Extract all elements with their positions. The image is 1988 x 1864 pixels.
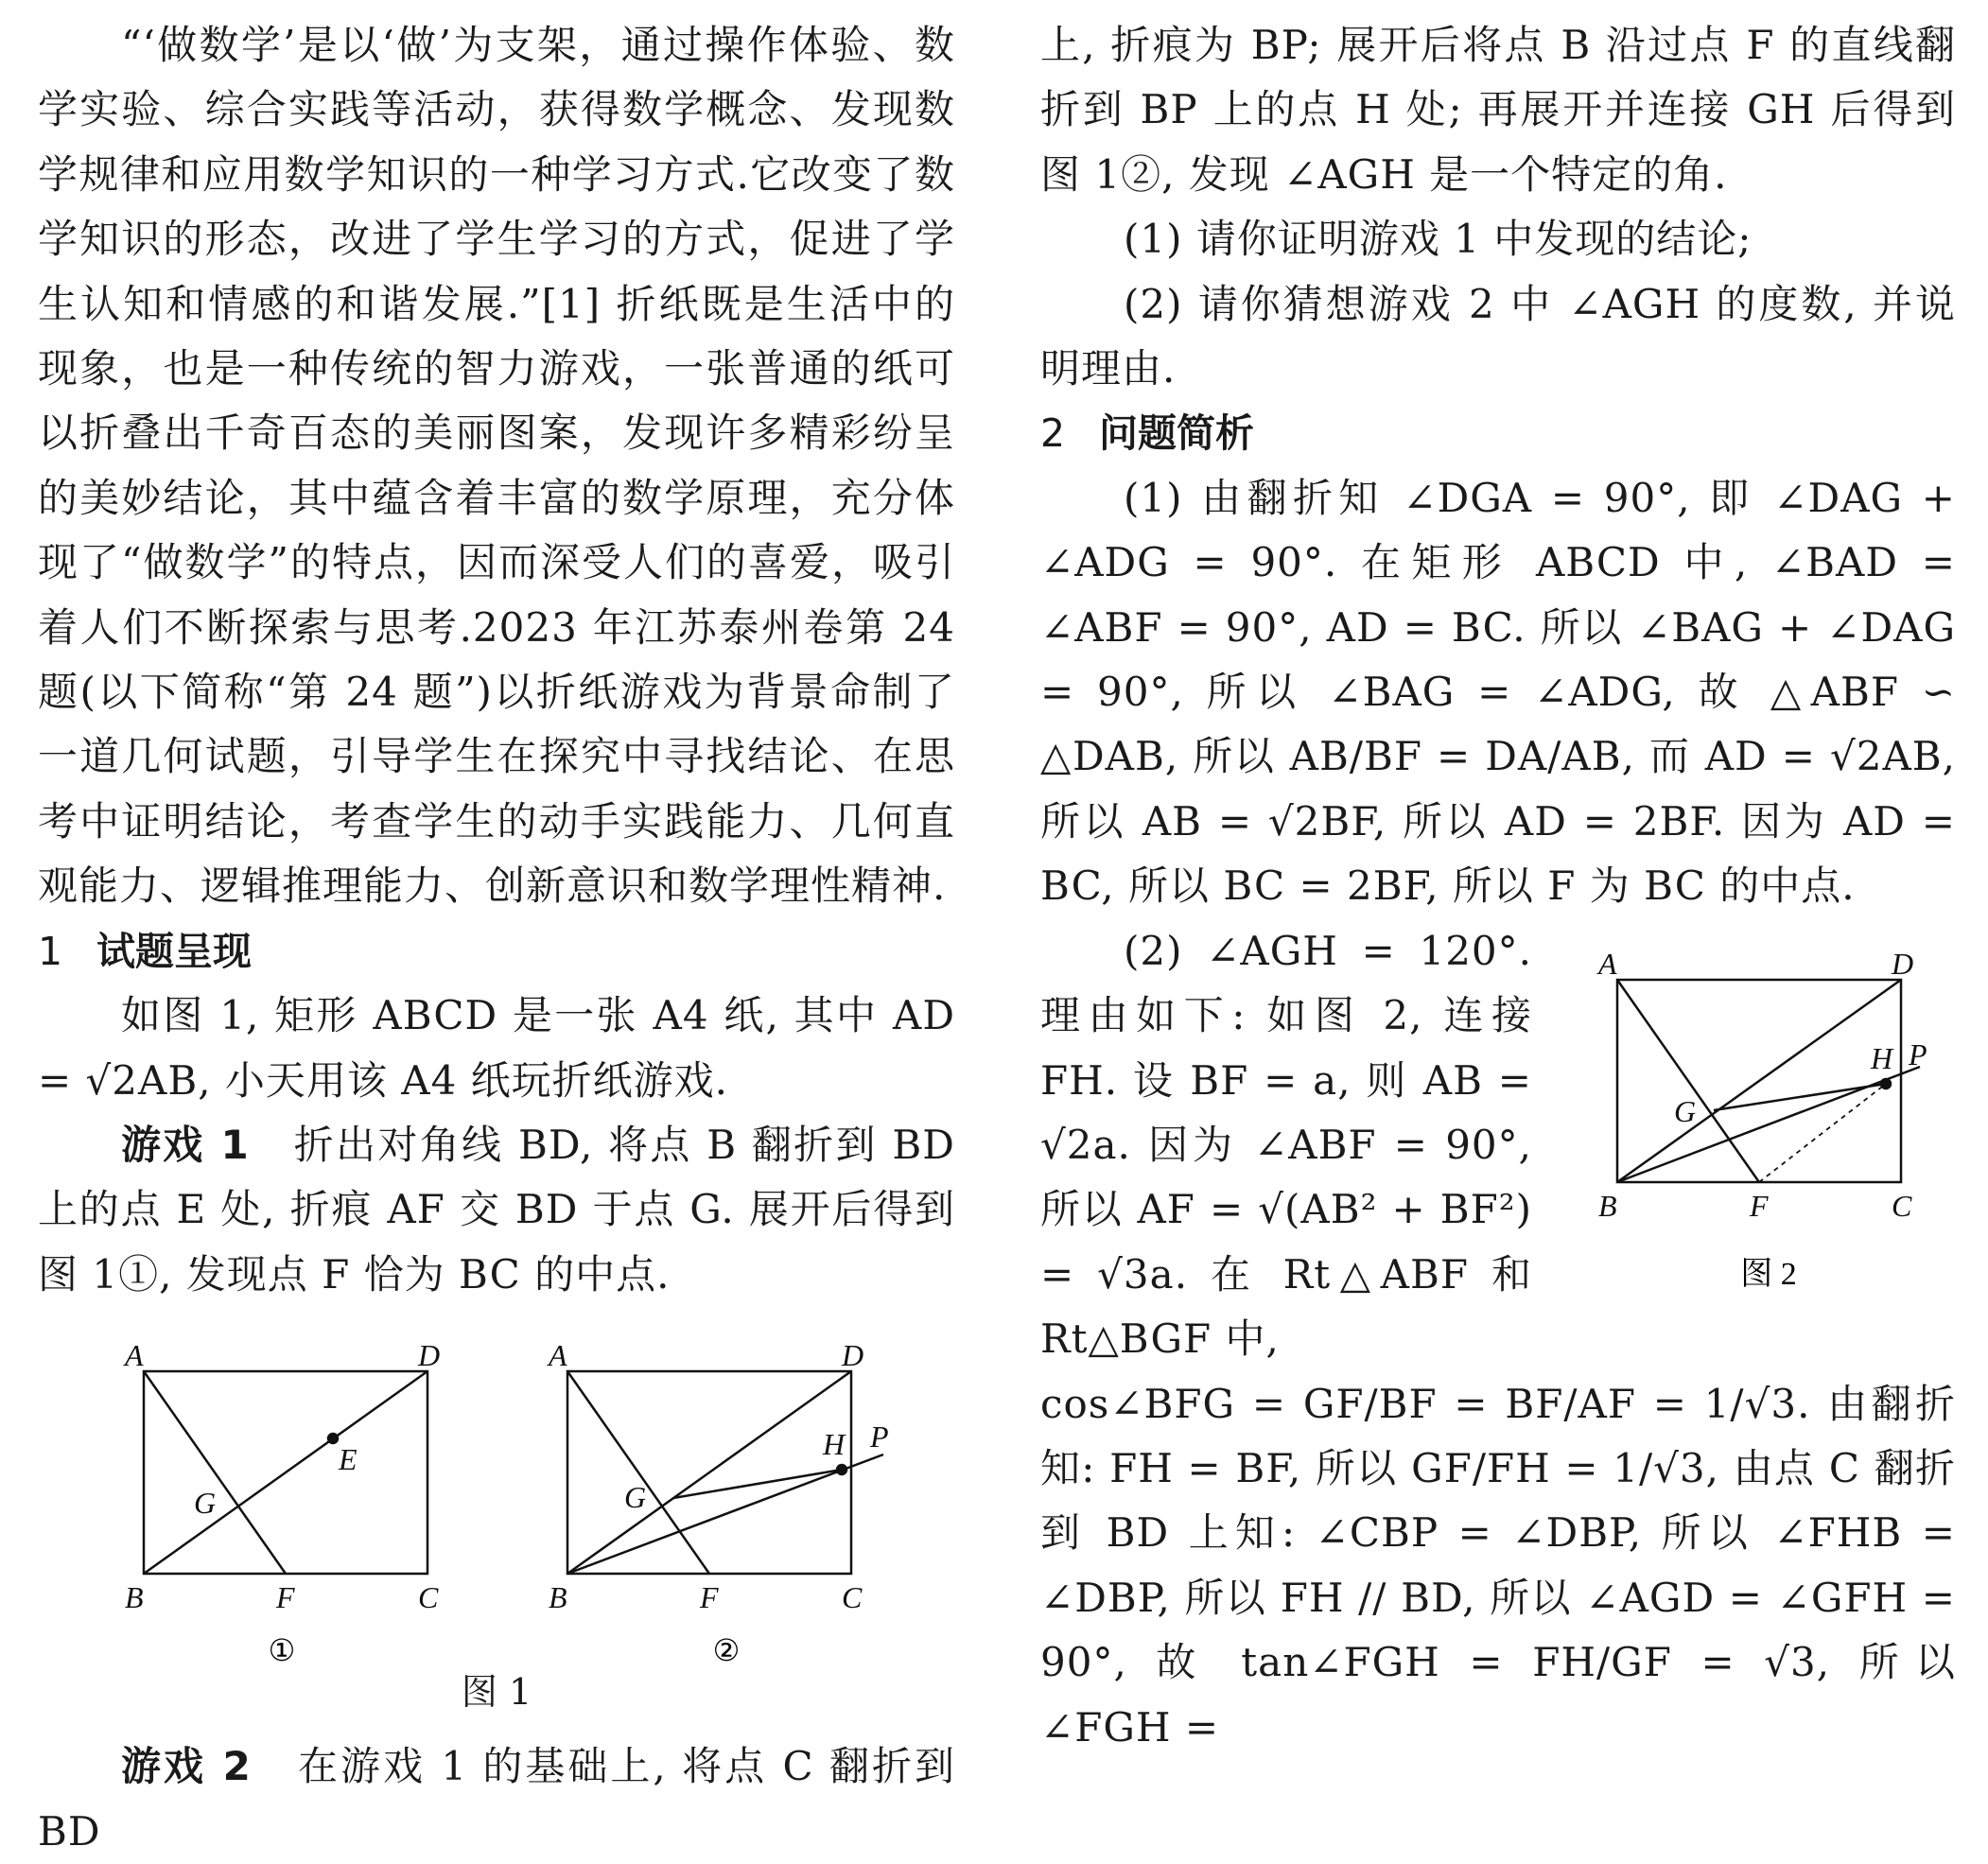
label-p-2: P (870, 1420, 889, 1455)
question-1: (1) 请你证明游戏 1 中发现的结论; (1124, 216, 1753, 263)
section-1-number: 1 (38, 928, 63, 974)
problem-paragraph: 如图 1, 矩形 ABCD 是一张 A4 纸, 其中 AD = √2AB, 小天用该 A4 纸玩折纸游戏. (38, 992, 955, 1104)
crease-af-2 (567, 1371, 709, 1574)
label-c-1: C (418, 1580, 439, 1615)
label-b-2: B (549, 1580, 567, 1615)
label-g-fig2: G (1674, 1094, 1697, 1128)
point-h-dot (837, 1465, 846, 1474)
label-b-1: B (125, 1580, 144, 1615)
figure-1-sub-2-label: ② (712, 1633, 741, 1668)
section-1-heading (38, 919, 955, 984)
intro-paragraph: “‘做数学’是以‘做’为支架，通过操作体验、数学实验、综合实践等活动，获得数学概念、发现数学规律和应用数学知识的一种学习方式.它改变了数学知识的形态，改进了学生学习的方式，促进了学生认知和情感的和谐发展.”[1] 折纸既是生活中的现象，也是一种传统的智力游戏，一张普通的纸可以折叠出千奇百态的美丽图案，发现许多精彩纷呈的美妙结论，其中蕴含着丰富的数学原理，充分体现了“做数学”的特点，因而深受人们的喜爱，吸引着人们不断探索与思考.2023 年江苏泰州卷第 24 题(以下简称“第 24 题”)以折纸游戏为背景命制了一道几何试题，引导学生在探究中寻找结论、在思考中证明结论，考查学生的动手实践能力、几何直观能力、逻辑推理能力、创新意识和数学理性精神. (38, 22, 955, 910)
game2-text: 在游戏 1 的基础上, 将点 C 翻折到 BD (38, 1743, 955, 1855)
section-2-heading (1040, 401, 1956, 465)
figure-2 (1504, 927, 1939, 1324)
label-a-2: A (549, 1338, 567, 1373)
analysis-2-wrap: (2) ∠AGH = 120°. 理由如下: 如图 2, 连接 FH. 设 BF = a, 则 AB = √2a. 因为 ∠ABF = 90°, 所以 AF = √(AB² + BF²) = √3a. 在 Rt△ABF 和 Rt△BGF 中, (1040, 927, 1532, 1363)
right-column (1040, 13, 1956, 1760)
label-d-1: D (418, 1338, 441, 1373)
label-c-fig2: C (1892, 1189, 1912, 1223)
label-d-2: D (842, 1338, 864, 1373)
game1-paragraph (38, 1113, 955, 1307)
label-e-1: E (339, 1442, 357, 1477)
label-f-1: F (276, 1580, 295, 1615)
figure-2-svg (1504, 927, 1939, 1324)
figure-2-caption: 图 2 (1740, 1257, 1797, 1292)
game1-label: 游戏 1 (121, 1121, 250, 1168)
figure-1-svg (38, 1313, 955, 1719)
segment-gh-2 (673, 1470, 842, 1498)
label-p-fig2: P (1909, 1037, 1927, 1071)
diagonal-bd-1 (144, 1371, 427, 1574)
left-column (38, 13, 955, 1864)
crease-bp-2 (567, 1455, 883, 1574)
label-c-2: C (842, 1580, 863, 1615)
section-2-title: 问题简析 (1099, 410, 1254, 457)
figure-1-sub-2 (567, 1371, 883, 1574)
question-2: (2) 请你猜想游戏 2 中 ∠AGH 的度数, 并说明理由. (1040, 280, 1956, 392)
segment-fh-dashed (1759, 1084, 1886, 1182)
label-f-fig2: F (1750, 1189, 1769, 1223)
game1-text: 折出对角线 BD, 将点 B 翻折到 BD 上的点 E 处, 折痕 AF 交 BD 于点 G. 展开后得到图 1①, 发现点 F 恰为 BC 的中点. (38, 1121, 955, 1298)
figure-1-caption: 图 1 (461, 1671, 532, 1714)
label-g-2: G (624, 1480, 647, 1515)
analysis-2-rest: cos∠BFG = GF/BF = BF/AF = 1/√3. 由翻折知: FH = BF, 所以 GF/FH = 1/√3, 由点 C 翻折到 BD 上知: ∠CBP = ∠DBP, 所以 ∠FHB = ∠DBP, 所以 FH // BD, 所以 ∠AGD = ∠GFH = 90°, 故 tan∠FGH = FH/GF = √3, 所以 ∠FGH = (1040, 1380, 1956, 1751)
diagonal-bd-fig2 (1617, 980, 1901, 1182)
label-b-fig2: B (1598, 1189, 1617, 1223)
label-f-2: F (700, 1580, 719, 1615)
label-h-2: H (823, 1427, 846, 1462)
figure-1 (38, 1313, 955, 1719)
label-d-fig2: D (1892, 947, 1914, 981)
diagonal-bd-2 (567, 1371, 851, 1574)
game2-label: 游戏 2 (121, 1743, 252, 1790)
crease-af-1 (144, 1371, 286, 1574)
section-1-title: 试题呈现 (96, 928, 252, 974)
crease-af-fig2 (1617, 980, 1759, 1182)
section-2-number: 2 (1040, 410, 1066, 457)
crease-bp-fig2 (1617, 1067, 1920, 1182)
point-e-dot (328, 1434, 338, 1443)
point-h-dot-fig2 (1881, 1079, 1891, 1089)
label-h-fig2: H (1871, 1041, 1893, 1075)
game2-continuation: 上, 折痕为 BP; 展开后将点 B 沿过点 F 的直线翻折到 BP 上的点 H 处; 再展开并连接 GH 后得到图 1②, 发现 ∠AGH 是一个特定的角. (1040, 22, 1956, 198)
figure-1-sub-1-label: ① (268, 1633, 296, 1668)
segment-gh-fig2 (1714, 1084, 1886, 1110)
label-a-fig2: A (1598, 947, 1617, 981)
game2-paragraph (38, 1734, 955, 1864)
figure-1-sub-1 (144, 1371, 427, 1574)
label-g-1: G (194, 1486, 217, 1521)
analysis-1: (1) 由翻折知 ∠DGA = 90°, 即 ∠DAG + ∠ADG = 90°. 在矩形 ABCD 中, ∠BAD = ∠ABF = 90°, AD = BC. 所以 ∠BAG + ∠DAG = 90°, 所以 ∠BAG = ∠ADG, 故 △ABF ∽ △DAB, 所以 AB/BF = DA/AB, 而 AD = √2AB, 所以 AB = √2BF, 所以 AD = 2BF. 因为 AD = BC, 所以 BC = 2BF, 所以 F 为 BC 的中点. (1040, 474, 1956, 910)
label-a-1: A (125, 1338, 144, 1373)
